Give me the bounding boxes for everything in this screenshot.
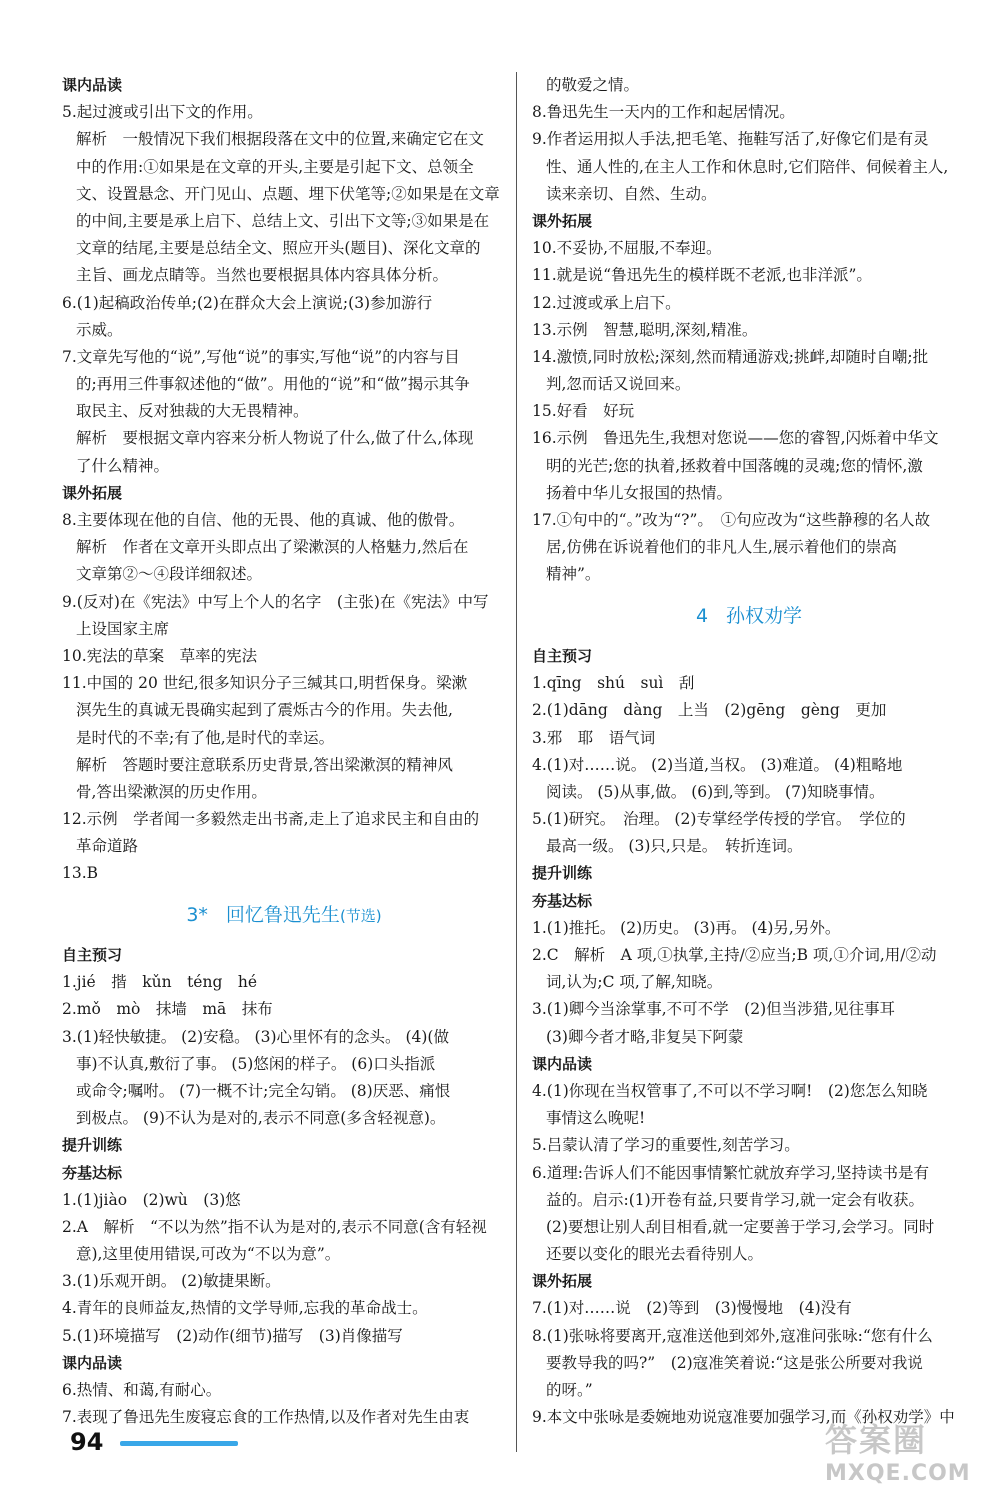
answer-line: 的敬爱之情。 xyxy=(546,76,640,94)
answer-line: 的中间,主要是承上启下、总结上文、引出下文等;③如果是在 xyxy=(76,211,490,230)
answer-line: 主旨、画龙点睛等。当然也要根据具体内容具体分析。 xyxy=(76,266,449,285)
answer-line: 11.中国的 20 世纪,很多知识分子三缄其口,明哲保身。梁漱 xyxy=(62,674,468,693)
lesson-title-text: 孙权劝学 xyxy=(726,604,803,627)
section-heading: 课外拓展 xyxy=(532,1272,593,1291)
answer-line: 上设国家主席 xyxy=(76,619,170,638)
answer-line: 解析 答题时要注意联系历史背景,答出梁漱溟的精神风 xyxy=(76,755,453,774)
answer-line: 9.作者运用拟人手法,把毛笔、拖鞋写活了,好像它们是有灵 xyxy=(532,130,929,149)
answer-line: 取民主、反对独裁的大无畏精神。 xyxy=(76,402,309,421)
answer-line: 4.青年的良师益友,热情的文学导师,忘我的革命战士。 xyxy=(62,1299,428,1318)
answer-line: 7.文章先写他的“说”,写他“说”的事实,写他“说”的内容与目 xyxy=(62,347,460,366)
answer-line: 要教导我的吗?” (2)寇准笑着说:“这是张公所要对我说 xyxy=(546,1353,923,1372)
lesson-title xyxy=(532,589,966,643)
answer-line: 1.jié 揩 kǔn téng hé xyxy=(62,973,258,992)
answer-line: 或命令;嘱咐。 (7)一概不计;完全勾销。 (8)厌恶、痛恨 xyxy=(76,1081,451,1100)
answer-line: 15.好看 好玩 xyxy=(532,402,635,421)
answer-line: 5.(1)环境描写 (2)动作(细节)描写 (3)肖像描写 xyxy=(62,1326,403,1345)
answer-line: 扬着中华儿女报国的热情。 xyxy=(546,483,733,502)
answer-line: 2.A 解析 “不以为然”指不认为是对的,表示不同意(含有轻视 xyxy=(62,1217,487,1236)
lesson-subtitle: (节选) xyxy=(339,906,382,925)
answer-line: 3.(1)卿今当涂掌事,不可不学 (2)但当涉猎,见往事耳 xyxy=(532,1000,896,1019)
section-heading: 夯基达标 xyxy=(62,1163,123,1182)
answer-line: 4.(1)你现在当权管事了,不可以不学习啊! (2)您怎么知晓 xyxy=(532,1081,928,1100)
answer-line: 10.宪法的草案 草率的宪法 xyxy=(62,646,258,665)
answer-line: 16.示例 鲁迅先生,我想对您说——您的睿智,闪烁着中华文 xyxy=(532,429,939,448)
answer-line: 革命道路 xyxy=(76,837,139,856)
answer-line: 骨,答出梁漱溟的历史作用。 xyxy=(76,782,267,801)
answer-line: 10.不妥协,不屈服,不奉迎。 xyxy=(532,239,722,258)
page-number-bar xyxy=(120,1441,238,1446)
answer-line: 的呀。” xyxy=(546,1381,593,1400)
answer-line: 7.(1)对……说 (2)等到 (3)慢慢地 (4)没有 xyxy=(532,1299,852,1318)
answer-line: 文、设置悬念、开门见山、点题、埋下伏笔等;②如果是在文章 xyxy=(76,184,500,203)
answer-line: 4.(1)对……说。 (2)当道,当权。 (3)难道。 (4)粗略地 xyxy=(532,755,903,774)
answer-line: 5.起过渡或引出下文的作用。 xyxy=(62,103,263,122)
answer-line: 了什么精神。 xyxy=(76,456,170,475)
answer-line: 8.(1)张咏将要离开,寇准送他到郊外,寇准问张咏:“您有什么 xyxy=(532,1326,933,1345)
answer-line: 解析 一般情况下我们根据段落在文中的位置,来确定它在文 xyxy=(76,130,484,149)
answer-line: 溟先生的真诚无畏确实起到了震烁古今的作用。失去他, xyxy=(76,701,453,720)
section-heading: 提升训练 xyxy=(62,1136,123,1155)
answer-line: 9.本文中张咏是委婉地劝说寇准要加强学习,而《孙权劝学》中 xyxy=(532,1408,955,1427)
answer-line: 明的光芒;您的执着,拯救着中国落魄的灵魂;您的情怀,激 xyxy=(546,456,923,475)
answer-line: 5.(1)研究。 治理。 (2)专掌经学传授的学官。 学位的 xyxy=(532,810,906,829)
section-heading: 提升训练 xyxy=(532,864,593,883)
answer-line: 6.道理:告诉人们不能因事情繁忙就放弃学习,坚持读书是有 xyxy=(532,1163,929,1182)
section-heading: 课内品读 xyxy=(62,76,123,94)
answer-line: 3.(1)乐观开朗。 (2)敏捷果断。 xyxy=(62,1272,281,1291)
answer-line: 2.C 解析 A 项,①执掌,主持/②应当;B 项,①介词,用/②动 xyxy=(532,946,937,965)
answer-line: 11.就是说“鲁迅先生的模样既不老派,也非洋派”。 xyxy=(532,266,872,285)
answer-line: 5.吕蒙认清了学习的重要性,刻苦学习。 xyxy=(532,1136,800,1155)
answer-line: 的;再用三件事叙述他的“做”。用他的“说”和“做”揭示其争 xyxy=(76,375,470,394)
answer-line: 文章第②～④段详细叙述。 xyxy=(76,565,263,584)
answer-line: 示威。 xyxy=(76,320,123,339)
answer-line: 3.(1)轻快敏捷。 (2)安稳。 (3)心里怀有的念头。 (4)(做 xyxy=(62,1027,449,1046)
answer-line: 意),这里使用错误,可改为“不以为意”。 xyxy=(76,1245,341,1264)
answer-line: 3.邪 耶 语气词 xyxy=(532,728,656,747)
section-heading: 自主预习 xyxy=(532,646,593,665)
section-heading: 课外拓展 xyxy=(532,211,593,230)
answer-line: 读来亲切、自然、生动。 xyxy=(546,184,717,203)
answer-line: 事情这么晚呢! xyxy=(546,1109,646,1128)
answer-line: 判,忽而话又说回来。 xyxy=(546,375,691,394)
lesson-title-text: 回忆鲁迅先生 xyxy=(225,903,340,926)
answer-line: 13.示例 智慧,聪明,深刻,精准。 xyxy=(532,320,758,339)
lesson-number: 4 xyxy=(695,604,709,627)
left-column xyxy=(62,72,506,1431)
answer-line: 2.(1)dāng dàng 上当 (2)gēng gèng 更加 xyxy=(532,701,887,720)
answer-line: (3)卿今者才略,非复吴下阿蒙 xyxy=(546,1027,744,1046)
answer-line: 6.(1)起稿政治传单;(2)在群众大会上演说;(3)参加游行 xyxy=(62,293,433,312)
answer-line: 6.热情、和蔼,有耐心。 xyxy=(62,1381,222,1400)
answer-line: 1.qīng shú suì 刮 xyxy=(532,674,695,693)
lesson-title xyxy=(62,888,506,942)
answer-line: 13.B xyxy=(62,864,99,883)
answer-line: 解析 要根据文章内容来分析人物说了什么,做了什么,体现 xyxy=(76,429,474,448)
answer-line: 2.mǒ mò 抹墙 mā 抹布 xyxy=(62,1000,273,1019)
right-column xyxy=(532,72,966,1431)
section-heading: 课内品读 xyxy=(532,1054,593,1073)
answer-line: (2)要想让别人刮目相看,就一定要善于学习,会学习。同时 xyxy=(546,1217,935,1236)
answer-line: 中的作用:①如果是在文章的开头,主要是引起下文、总领全 xyxy=(76,157,474,176)
answer-line: 7.表现了鲁迅先生废寝忘食的工作热情,以及作者对先生由衷 xyxy=(62,1408,470,1427)
answer-line: 事)不认真,敷衍了事。 (5)悠闲的样子。 (6)口头指派 xyxy=(76,1054,436,1073)
answer-line: 是时代的不幸;有了他,是时代的幸运。 xyxy=(76,728,335,747)
answer-line: 最高一级。 (3)只,只是。 转折连词。 xyxy=(546,837,803,856)
section-heading: 课外拓展 xyxy=(62,483,123,502)
answer-line: 居,仿佛在诉说着他们的非凡人生,展示着他们的崇高 xyxy=(546,538,897,557)
answer-line: 还要以变化的眼光去看待别人。 xyxy=(546,1245,764,1264)
answer-line: 1.(1)推托。 (2)历史。 (3)再。 (4)另,另外。 xyxy=(532,918,841,937)
watermark-url: MXQE.COM xyxy=(825,1461,971,1486)
answer-line: 9.(反对)在《宪法》中写上个人的名字 (主张)在《宪法》中写 xyxy=(62,592,489,611)
answer-line: 17.①句中的“。”改为“?”。 ①句应改为“这些静穆的名人故 xyxy=(532,511,931,529)
answer-line: 词,认为;C 项,了解,知晓。 xyxy=(546,973,723,992)
answer-line: 精神”。 xyxy=(546,565,601,584)
section-heading: 课内品读 xyxy=(62,1353,123,1372)
answer-line: 性、通人性的,在主人工作和休息时,它们陪伴、伺候着主人, xyxy=(546,157,949,176)
answer-line: 1.(1)jiào (2)wù (3)悠 xyxy=(62,1190,241,1209)
page-number: 94 xyxy=(70,1428,104,1456)
answer-line: 益的。启示:(1)开卷有益,只要肯学习,就一定会有收获。 xyxy=(546,1190,925,1209)
answer-line: 12.示例 学者闻一多毅然走出书斋,走上了追求民主和自由的 xyxy=(62,810,480,829)
section-heading: 夯基达标 xyxy=(532,891,593,910)
answer-line: 12.过渡或承上启下。 xyxy=(532,293,681,312)
answer-line: 文章的结尾,主要是总结全文、照应开头(题目)、深化文章的 xyxy=(76,239,481,258)
lesson-number: 3* xyxy=(186,903,208,926)
answer-line: 解析 作者在文章开头即点出了梁漱溟的人格魅力,然后在 xyxy=(76,538,469,557)
watermark-logo xyxy=(825,1420,990,1500)
answer-line: 14.激愤,同时放松;深刻,然而精通游戏;挑衅,却随时自嘲;批 xyxy=(532,347,929,366)
section-heading: 自主预习 xyxy=(62,946,123,965)
answer-line: 8.主要体现在他的自信、他的无畏、他的真诚、他的傲骨。 xyxy=(62,511,465,529)
answer-line: 到极点。 (9)不认为是对的,表示不同意(多含轻视意)。 xyxy=(76,1109,446,1128)
column-divider xyxy=(516,72,517,1452)
watermark-text: 答案圈 xyxy=(825,1421,928,1459)
answer-line: 阅读。 (5)从事,做。 (6)到,等到。 (7)知晓事情。 xyxy=(546,782,885,801)
answer-line: 8.鲁迅先生一天内的工作和起居情况。 xyxy=(532,103,795,122)
